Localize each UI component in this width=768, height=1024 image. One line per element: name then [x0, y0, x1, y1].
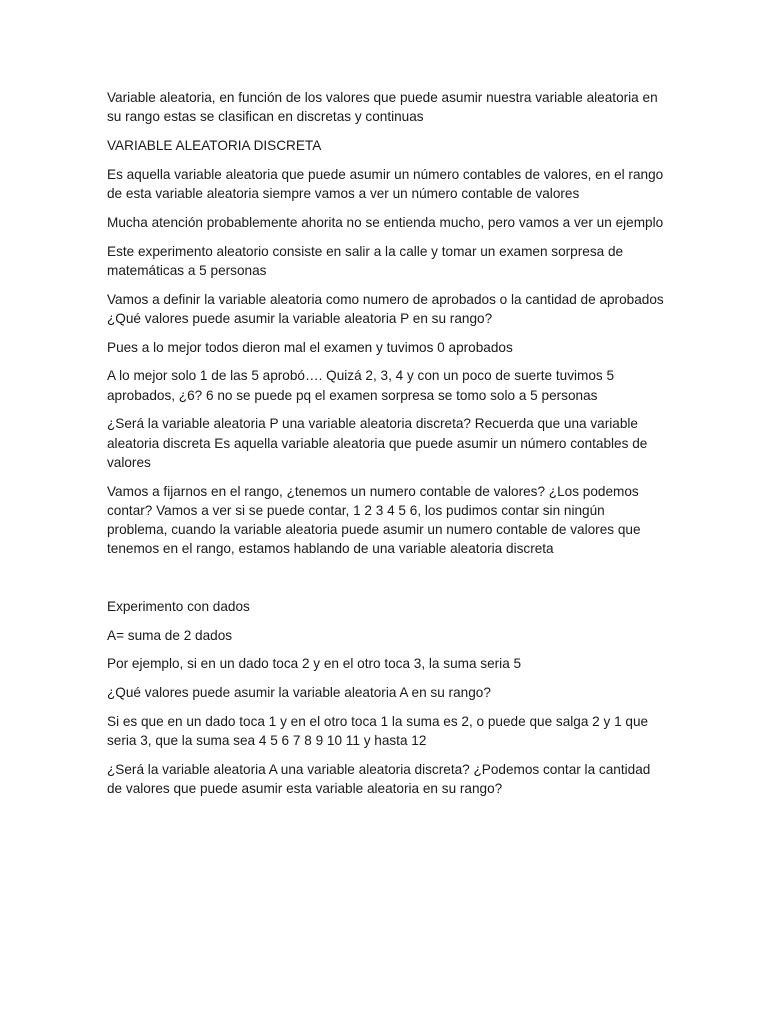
paragraph-attention: Mucha atención probablemente ahorita no se entienda mucho, pero vamos a ver un ejemplo — [107, 214, 664, 230]
paragraph-spacer — [107, 568, 667, 597]
paragraph-intro: Variable aleatoria, en función de los valores que puede asumir nuestra variable aleatoria en su rango estas se clasifican en discretas y continuas — [107, 90, 658, 125]
section-heading-discrete: VARIABLE ALEATORIA DISCRETA — [107, 138, 322, 153]
paragraph-dice-experiment: Experimento con dados — [107, 598, 250, 614]
paragraph-experiment: Este experimento aleatorio consiste en salir a la calle y tomar un examen sorpresa de matemáticas a 5 personas — [107, 243, 624, 278]
paragraph-define-variable: Vamos a definir la variable aleatoria como numero de aprobados o la cantidad de aprobados ¿Qué valores puede asumir la variable aleatoria P en su rango? — [107, 291, 664, 326]
paragraph-question-p: ¿Será la variable aleatoria P una variable aleatoria discreta? Recuerda que una variable aleatoria discreta Es aquella variable aleatoria que puede asumir un número contables de valores — [107, 416, 648, 470]
paragraph-values: A lo mejor solo 1 de las 5 aprobó…. Quizá 2, 3, 4 y con un poco de suerte tuvimos 5 aprobados, ¿6? 6 no se puede pq el examen sorpresa se tomo solo a 5 personas — [107, 368, 615, 403]
paragraph-dice-range: Si es que en un dado toca 1 y en el otro toca 1 la suma es 2, o puede que salga 2 y 1 que seria 3, que la suma sea 4 5 6 7 8 9 10 11 y hasta 12 — [107, 713, 649, 749]
paragraph-dice-example: Por ejemplo, si en un dado toca 2 y en el otro toca 3, la suma seria 5 — [107, 656, 522, 672]
paragraph-question-a-values: ¿Qué valores puede asumir la variable aleatoria A en su rango? — [107, 685, 491, 701]
document-body — [107, 88, 667, 808]
paragraph-zero-approved: Pues a lo mejor todos dieron mal el examen y tuvimos 0 aprobados — [107, 339, 513, 355]
paragraph-range-count: Vamos a fijarnos en el rango, ¿tenemos un numero contable de valores? ¿Los podemos contar? Vamos a ver si se puede contar, 1 2 3 4 5 6, los pudimos contar sin ningún problema, cuando la variable aleatoria puede asumir un numero contable de valores que tenemos en el rango, estamos hablando de una variable aleatoria discreta — [107, 483, 641, 557]
paragraph-question-a-discrete: ¿Será la variable aleatoria A una variable aleatoria discreta? ¿Podemos contar la cantidad de valores que puede asumir esta variable aleatoria en su rango? — [107, 761, 651, 797]
paragraph-dice-sum: A= suma de 2 dados — [107, 627, 233, 643]
paragraph-definition: Es aquella variable aleatoria que puede asumir un número contables de valores, en el rango de esta variable aleatoria siempre vamos a ver un número contable de valores — [107, 166, 664, 201]
